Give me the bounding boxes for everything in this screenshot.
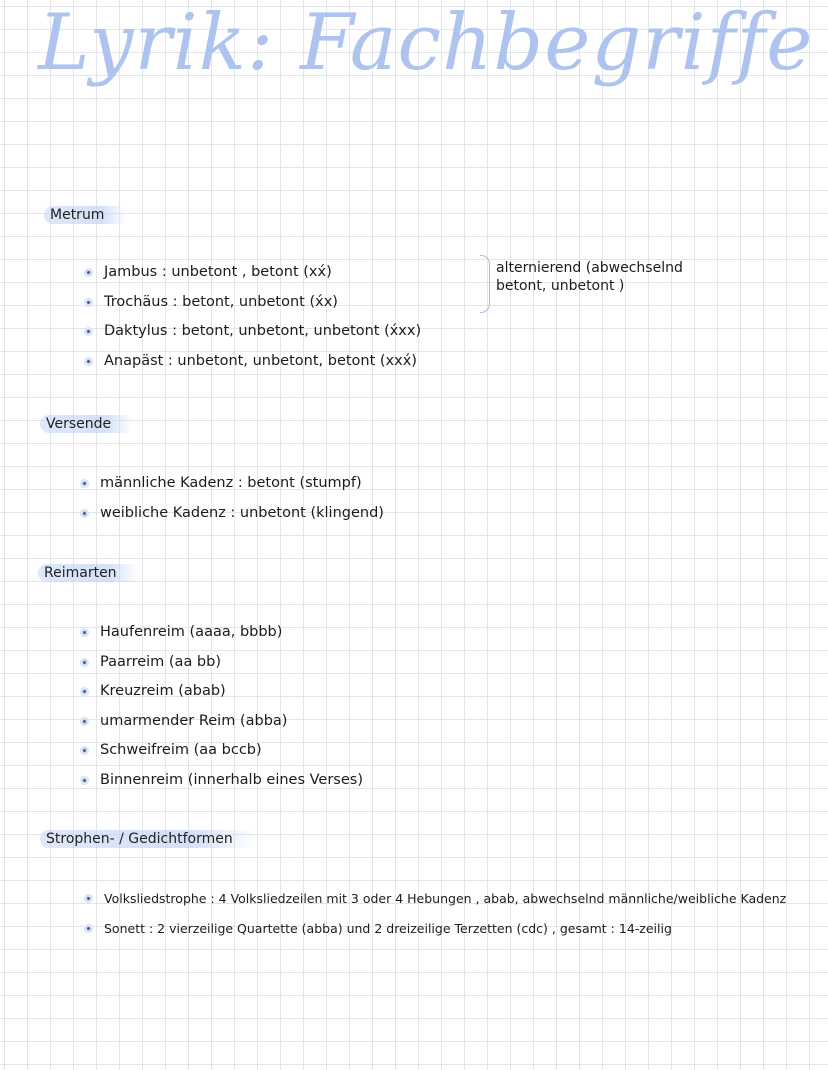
metrum-note-line: alternierend (abwechselnd [496,260,683,276]
list-item-text: Trochäus : betont, unbetont (x́x) [104,293,338,310]
bullet-icon [80,628,89,637]
bullet-icon [84,357,93,366]
list-item-text: Jambus : unbetont , betont (xx́) [104,264,332,280]
page-title: Lyrik: Fachbegriffe [38,0,814,88]
list-item-text: Paarreim (aa bb) [100,653,221,670]
section-heading-versende: Versende [40,415,133,433]
list-item [80,469,384,499]
list-item [84,288,421,318]
bullet-icon [80,717,89,726]
list-item [80,618,363,648]
bullet-icon [80,687,89,696]
list-item-text: Anapäst : unbetont, unbetont, betont (xxx́) [104,352,417,369]
bullet-icon [84,924,93,933]
list-item [84,258,421,288]
list-item [80,648,363,678]
metrum-note-line: betont, unbetont ) [496,278,625,294]
reimarten-list [80,618,363,795]
strophen-list [84,884,786,943]
list-item-text: männliche Kadenz : betont (stumpf) [100,475,362,491]
bullet-icon [84,327,93,336]
bullet-icon [84,268,93,277]
list-item-text: Daktylus : betont, unbetont, unbetont (x́xx) [104,323,422,339]
bullet-icon [80,509,89,518]
list-item-text: umarmender Reim (abba) [100,712,288,729]
list-item [84,347,421,377]
list-item [80,736,363,766]
list-item-text: weibliche Kadenz : unbetont (klingend) [100,504,384,521]
list-item [84,884,786,914]
list-item [80,766,363,796]
list-item [84,914,786,944]
list-item-text: Volksliedstrophe : 4 Volksliedzeilen mit 3 oder 4 Hebungen , abab, abwechselnd männliche/weibliche Kadenz [104,891,787,906]
versende-list [80,469,384,528]
bullet-icon [80,746,89,755]
bullet-icon [80,479,89,488]
section-heading-metrum: Metrum [44,206,126,224]
list-item-text: Binnenreim (innerhalb eines Verses) [100,771,363,788]
list-item-text: Kreuzreim (abab) [100,683,226,699]
list-item-text: Schweifreim (aa bccb) [100,742,262,758]
list-item-text: Sonett : 2 vierzeilige Quartette (abba) und 2 dreizeilige Terzetten (cdc) , gesamt : 14-zeilig [104,920,672,936]
list-item-text: Haufenreim (aaaa, bbbb) [100,624,283,640]
list-item [80,499,384,529]
bullet-icon [84,298,93,307]
bullet-icon [80,776,89,785]
bracket-icon [480,255,490,313]
metrum-list [84,258,421,376]
section-heading-reimarten: Reimarten [38,564,139,582]
bullet-icon [80,658,89,667]
list-item [84,317,421,347]
list-item [80,677,363,707]
metrum-note [496,259,683,295]
bullet-icon [84,894,93,903]
section-heading-strophen: Strophen- / Gedichtformen [40,830,255,848]
list-item [80,707,363,737]
